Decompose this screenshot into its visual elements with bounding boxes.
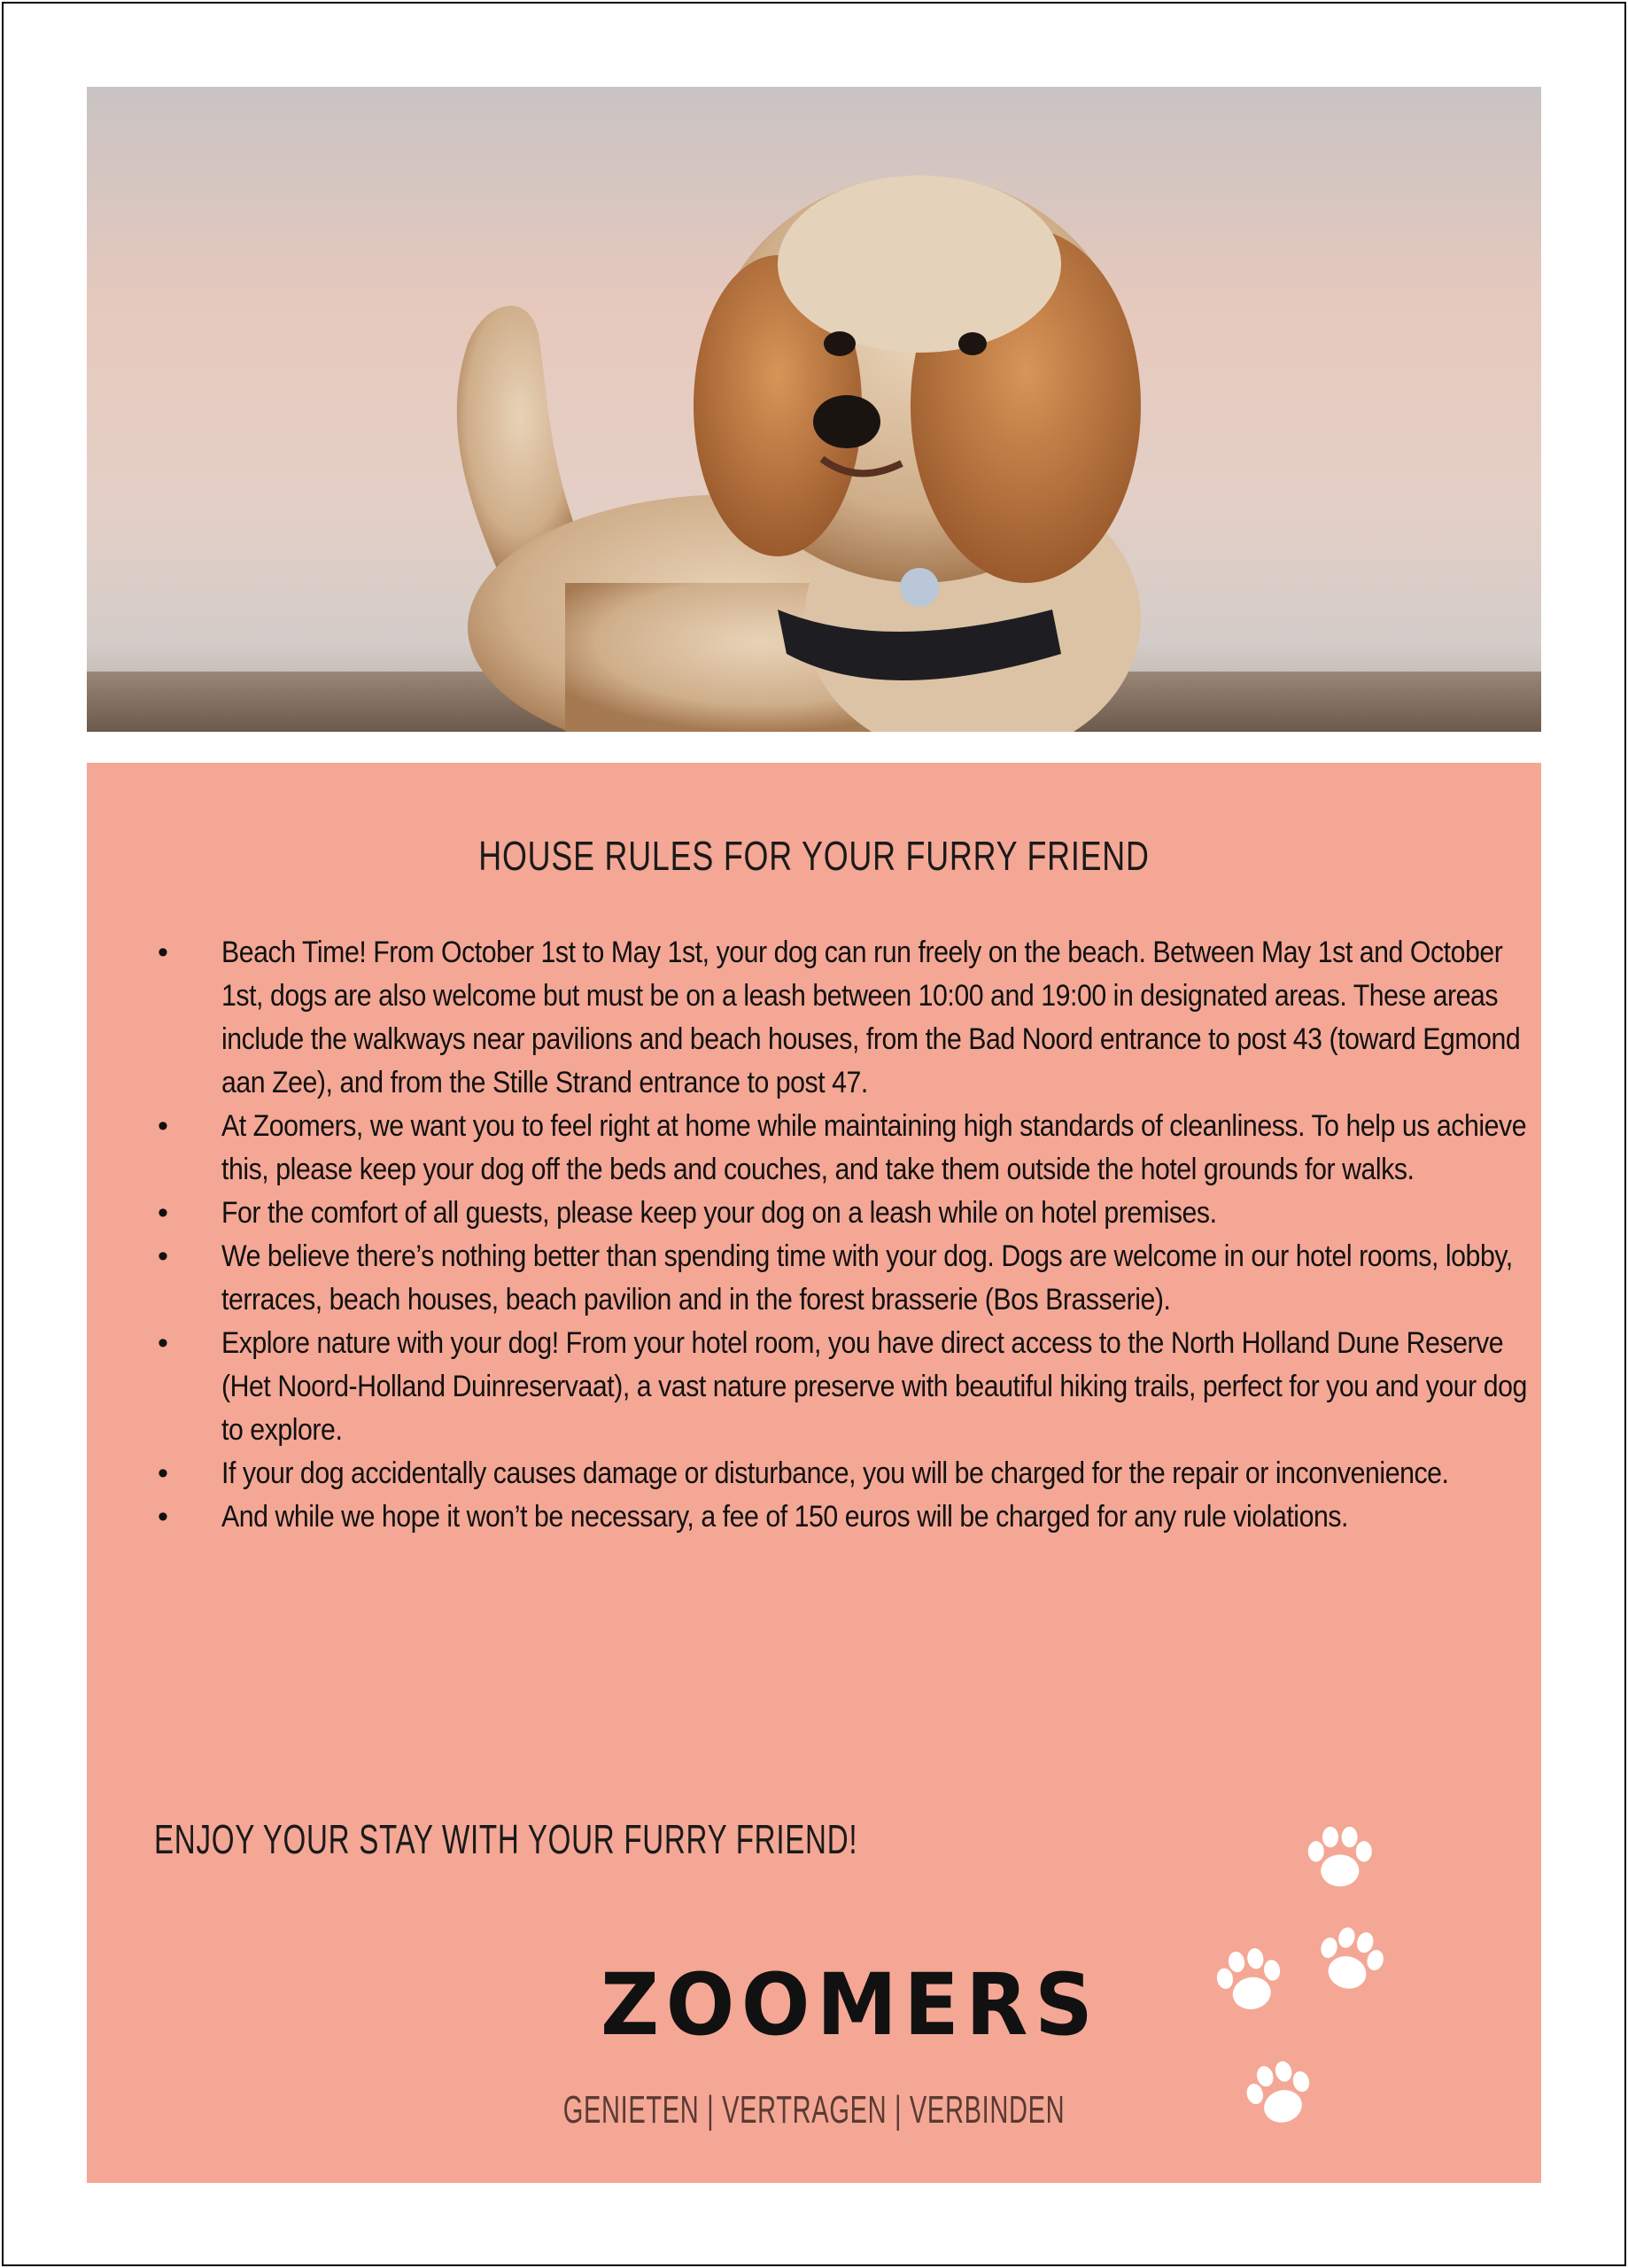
rules-title: HOUSE RULES FOR YOUR FURRY FRIEND: [478, 833, 1150, 879]
list-item: • If your dog accidentally causes damage or disturbance, you will be charged for the repair or inconvenience.: [221, 1452, 1532, 1495]
paw-icon: [1208, 1941, 1288, 2021]
zoomers-logo: [601, 1955, 1100, 2054]
logo-wordmark: ZOOMERS: [601, 1955, 1100, 2054]
tagline: GENIETEN | VERTRAGEN | VERBINDEN: [562, 2088, 1066, 2132]
house-rules-panel: [87, 763, 1541, 2183]
paw-icon: [1309, 1920, 1389, 2000]
list-item: • Explore nature with your dog! From your hotel room, you have direct access to the North Holland Dune Reserve (Het Noord-Holland Duinreservaat), a vast nature preserve with beautiful hiking trails, perfect for you and your dog to explore.: [221, 1322, 1532, 1452]
list-item: • And while we hope it won’t be necessary, a fee of 150 euros will be charged for any rule violations.: [221, 1495, 1532, 1539]
list-item: • At Zoomers, we want you to feel right at home while maintaining high standards of cleanliness. To help us achieve this, please keep your dog off the beds and couches, and take them outside the hotel grounds for walks.: [221, 1105, 1532, 1192]
closing-message: ENJOY YOUR STAY WITH YOUR FURRY FRIEND!: [154, 1816, 858, 1862]
paw-icon: [1299, 1818, 1378, 1898]
list-item: • For the comfort of all guests, please keep your dog on a leash while on hotel premises.: [221, 1192, 1532, 1235]
dog-photo: [87, 87, 1541, 732]
list-item: • Beach Time! From October 1st to May 1st, your dog can run freely on the beach. Between May 1st and October 1st, dogs are also welcome but must be on a leash between 10:00 and 19:00 in designated areas. These areas include the walkways near pavilions and beach houses, from the Bad Noord entrance to post 43 (toward Egmond aan Zee), and from the Stille Strand entrance to post 47.: [221, 931, 1532, 1105]
paw-icon: [1238, 2054, 1318, 2134]
rules-list: [221, 931, 1532, 1539]
list-item: • We believe there’s nothing better than spending time with your dog. Dogs are welcome in our hotel rooms, lobby, terraces, beach houses, beach pavilion and in the forest brasserie (Bos Brasserie).: [221, 1235, 1532, 1322]
